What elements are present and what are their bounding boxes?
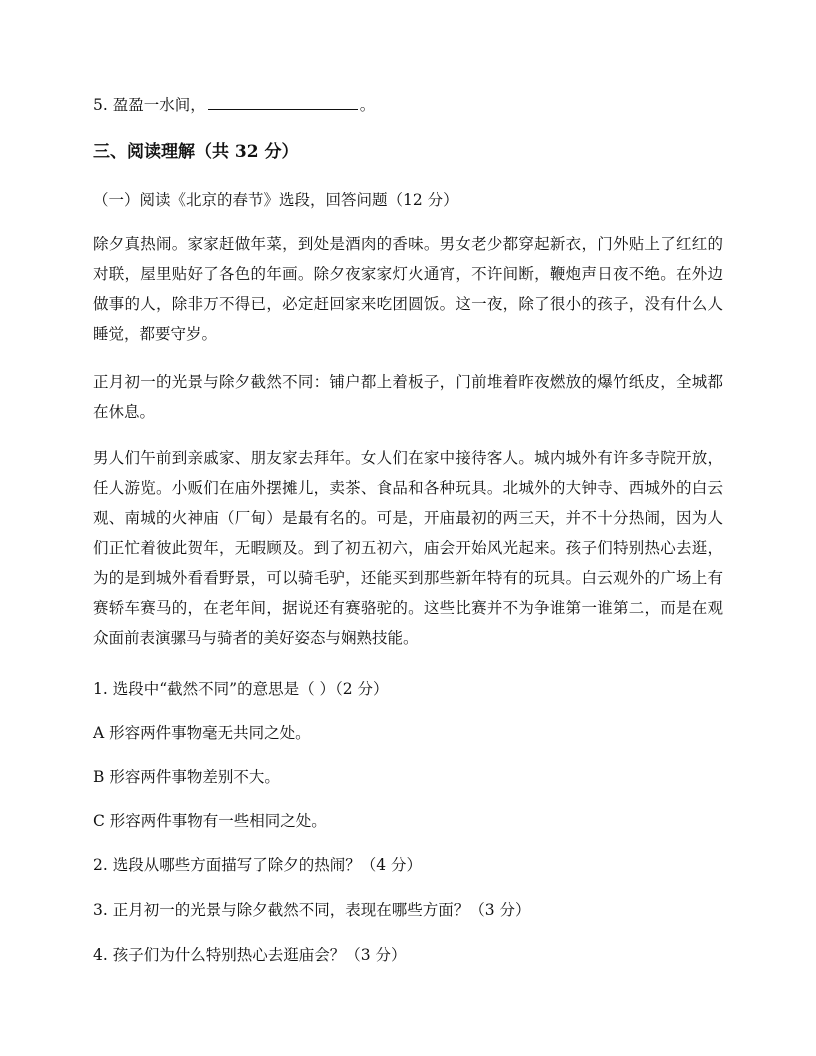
passage-intro: （一）阅读《北京的春节》选段，回答问题（12 分） xyxy=(93,191,459,209)
question-4: 4. 孩子们为什么特别热心去逛庙会？（3 分） xyxy=(93,946,407,964)
question-3: 3. 正月初一的光景与除夕截然不同，表现在哪些方面？（3 分） xyxy=(93,901,531,919)
fill-blank-prefix: 5. 盈盈一水间， xyxy=(93,96,206,114)
question-2: 2. 选段从哪些方面描写了除夕的热闹？（4 分） xyxy=(93,856,423,874)
answer-blank xyxy=(208,93,358,110)
question-1-option-c: C 形容两件事物有一些相同之处。 xyxy=(93,812,327,830)
fill-blank-suffix: 。 xyxy=(359,96,376,114)
fill-blank-question-5 xyxy=(93,90,375,120)
passage-paragraph-3: 男人们午前到亲戚家、朋友家去拜年。女人们在家中接待客人。城内城外有许多寺院开放，任人游览。小贩们在庙外摆摊儿，卖茶、食品和各种玩具。北城外的大钟寺、西城外的白云观、南城的火神庙（厂甸）是最有名的。可是，开庙最初的两三天，并不十分热闹，因为人们正忙着彼此贺年，无暇顾及。到了初五初六，庙会开始风光起来。孩子们特别热心去逛，为的是到城外看看野景，可以骑毛驴，还能买到那些新年特有的玩具。白云观外的广场上有赛轿车赛马的，在老年间，据说还有赛骆驼的。这些比赛并不为争谁第一谁第二，而是在观众面前表演骡马与骑者的美好姿态与娴熟技能。 xyxy=(93,449,723,647)
section-title: 三、阅读理解（共 32 分） xyxy=(93,142,299,162)
question-1-option-a: A 形容两件事物毫无共同之处。 xyxy=(93,724,311,742)
passage-paragraph-1: 除夕真热闹。家家赶做年菜，到处是酒肉的香味。男女老少都穿起新衣，门外贴上了红红的对联，屋里贴好了各色的年画。除夕夜家家灯火通宵，不许间断，鞭炮声日夜不绝。在外边做事的人，除非万不得已，必定赶回家来吃团圆饭。这一夜，除了很小的孩子，没有什么人睡觉，都要守岁。 xyxy=(93,235,723,343)
passage-paragraph-2: 正月初一的光景与除夕截然不同：铺户都上着板子，门前堆着昨夜燃放的爆竹纸皮，全城都在休息。 xyxy=(93,373,723,421)
question-1: 1. 选段中“截然不同”的意思是（ ）（2 分） xyxy=(93,680,389,698)
question-1-option-b: B 形容两件事物差别不大。 xyxy=(93,768,280,786)
